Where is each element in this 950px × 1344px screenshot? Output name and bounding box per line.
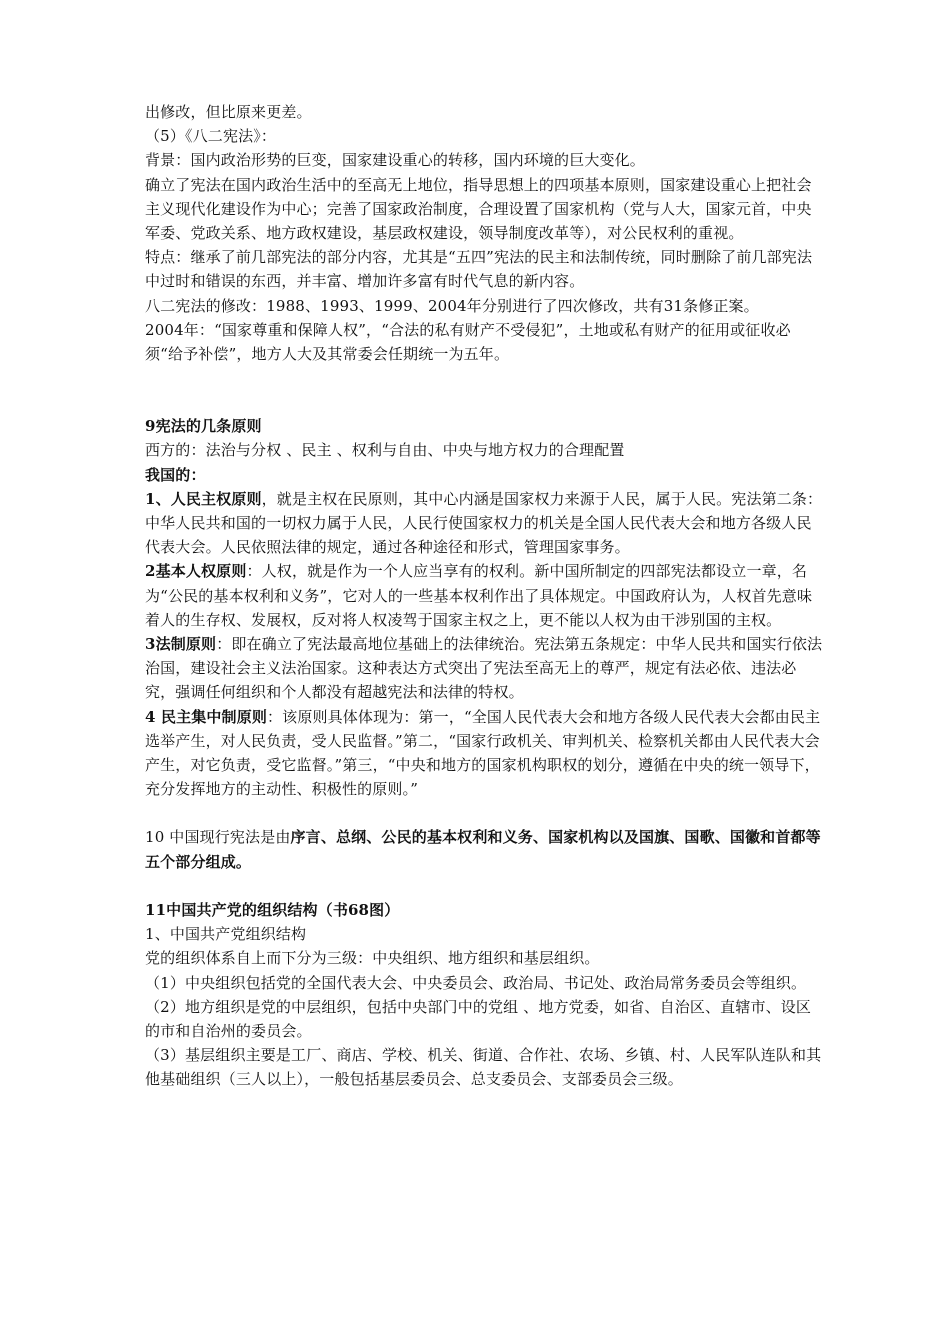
paragraph: 背景：国内政治形势的巨变，国家建设重心的转移，国内环境的巨大变化。 xyxy=(145,151,645,170)
section-heading-9: 9宪法的几条原则 xyxy=(145,417,262,436)
principle-2: 2基本人权原则：人权，就是作为一个人应当享有的权利。新中国所制定的四部宪法都设立一章，名为“公民的基本权利和义务”，它对人的一些基本权利作出了具体规定。中国政府认为，人权首先意味着人的生存权、发展权，反对将人权凌驾于国家主权之上，更不能以人权为由干涉别国的主权。 xyxy=(145,562,813,629)
paragraph: 八二宪法的修改：1988、1993、1999、2004年分别进行了四次修改，共有31条修正案。 xyxy=(145,296,759,315)
principle-label: 4 民主集中制原则 xyxy=(145,707,268,726)
subheading: 我国的： xyxy=(145,465,206,484)
paragraph: （5）《八二宪法》： xyxy=(145,127,277,146)
principle-label: 3法制原则 xyxy=(145,635,217,654)
paragraph: 党的组织体系自上而下分为三级：中央组织、地方组织和基层组织。 xyxy=(145,949,600,968)
spacer xyxy=(145,874,825,898)
spacer xyxy=(145,801,825,825)
principle-1: 1、人民主权原则，就是主权在民原则，其中心内涵是国家权力来源于人民，属于人民。宪法第二条：中华人民共和国的一切权力属于人民，人民行使国家权力的机关是全国人民代表大会和地方各级人民代表大会。人民依照法律的规定，通过各种途径和形式，管理国家事务。 xyxy=(145,489,823,557)
paragraph: （2）地方组织是党的中层组织，包括中央部门中的党组 、地方党委，如省、自治区、直辖市、设区的市和自治州的委员会。 xyxy=(145,997,812,1040)
paragraph: 出修改，但比原来更差。 xyxy=(145,103,312,121)
paragraph: （1）中央组织包括党的全国代表大会、中央委员会、政治局、书记处、政治局常务委员会等组织。 xyxy=(145,973,807,992)
principle-label: 1、人民主权原则 xyxy=(145,489,262,508)
paragraph: 确立了宪法在国内政治生活中的至高无上地位，指导思想上的四项基本原则，国家建设重心上把社会主义现代化建设作为中心；完善了国家政治制度，合理设置了国家机构（党与人大，国家元首，中央军委、党政关系、地方政权建设，基层政权建设，领导制度改革等），对公民权利的重视。 xyxy=(145,175,812,243)
paragraph: 1、中国共产党组织结构 xyxy=(145,925,307,944)
paragraph: 特点：继承了前几部宪法的部分内容，尤其是“五四”宪法的民主和法制传统，同时删除了前几部宪法中过时和错误的东西，并丰富、增加许多富有时代气息的新内容。 xyxy=(145,248,813,291)
section-10: 10 中国现行宪法是由序言、总纲、公民的基本权利和义务、国家机构以及国旗、国歌、国徽和首都等五个部分组成。 xyxy=(145,828,821,871)
principle-4: 4 民主集中制原则：该原则具体体现为：第一，“全国人民代表大会和地方各级人民代表大会都由民主选举产生，对人民负责，受人民监督。”第二，“国家行政机关、审判机关、检察机关都由人民代表大会产生，对它负责，受它监督。”第三，“中央和地方的国家机构职权的划分，遵循在中央的统一领导下，充分发挥地方的主动性、积极性的原则。” xyxy=(145,707,821,799)
paragraph: （3）基层组织主要是工厂、商店、学校、机关、街道、合作社、农场、乡镇、村、人民军队连队和其他基础组织（三人以上），一般包括基层委员会、总支委员会、支部委员会三级。 xyxy=(145,1046,822,1089)
paragraph: 2004年：“国家尊重和保障人权”，“合法的私有财产不受侵犯”，土地或私有财产的征用或征收必须“给予补偿”，地方人大及其常委会任期统一为五年。 xyxy=(145,320,791,364)
paragraph: 西方的：法治与分权 、民主 、权利与自由、中央与地方权力的合理配置 xyxy=(145,441,625,460)
principle-3: 3法制原则：即在确立了宪法最高地位基础上的法律统治。宪法第五条规定：中华人民共和国实行依法治国，建设社会主义法治国家。这种表达方式突出了宪法至高无上的尊严，规定有法必依、违法必究，强调任何组织和个人都没有超越宪法和法律的特权。 xyxy=(145,635,823,702)
principle-label: 2基本人权原则 xyxy=(145,562,247,581)
section-heading-11: 11中国共产党的组织结构（书68图） xyxy=(145,900,400,919)
document-body xyxy=(145,100,825,1092)
spacer xyxy=(145,366,825,414)
